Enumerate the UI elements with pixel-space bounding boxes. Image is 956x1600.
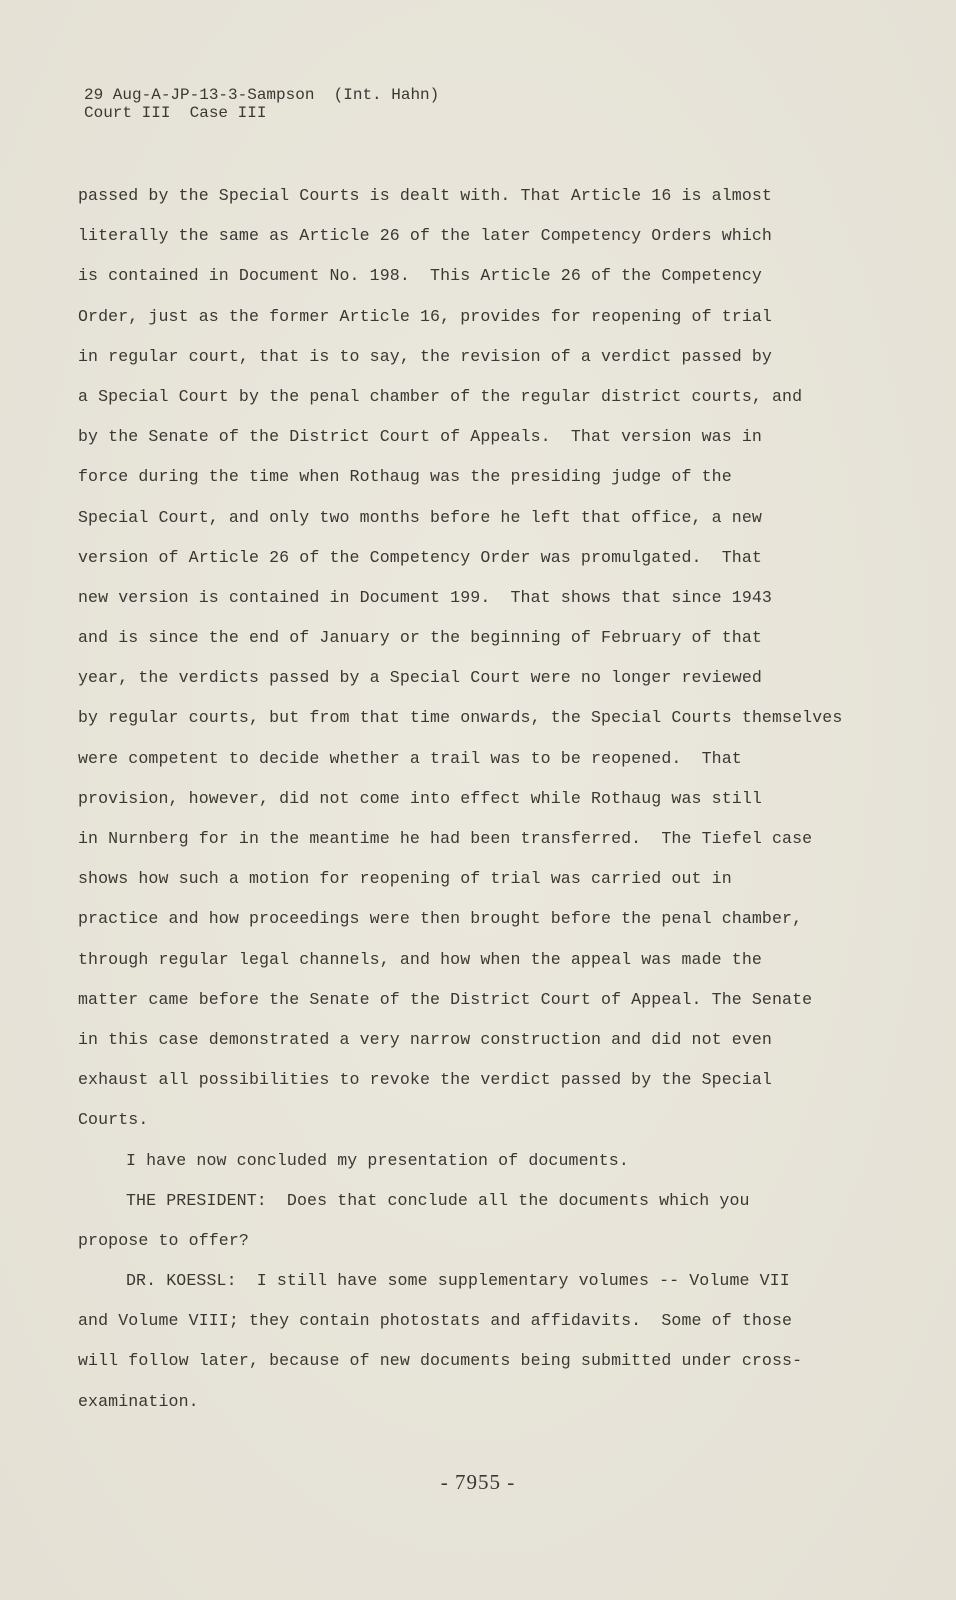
transcript-line: version of Article 26 of the Competency Order was promulgated. That <box>78 547 762 567</box>
transcript-line: Order, just as the former Article 16, provides for reopening of trial <box>78 306 772 326</box>
transcript-line: through regular legal channels, and how when the appeal was made the <box>78 949 762 969</box>
transcript-line: will follow later, because of new documents being submitted under cross- <box>78 1351 803 1371</box>
transcript-line: in Nurnberg for in the meantime he had been transferred. The Tiefel case <box>78 829 813 848</box>
transcript-line: matter came before the Senate of the District Court of Appeal. The Senate <box>78 989 813 1009</box>
transcript-line: and Volume VIII; they contain photostats and affidavits. Some of those <box>78 1311 793 1331</box>
transcript-line: new version is contained in Document 199. That shows that since 1943 <box>78 587 772 607</box>
transcript-line: practice and how proceedings were then brought before the penal chamber, <box>78 909 803 929</box>
transcript-body <box>78 184 878 1430</box>
header-transcript-id: 29 Aug-A-JP-13-3-Sampson (Int. Hahn) <box>84 86 440 104</box>
transcript-line: provision, however, did not come into effect while Rothaug was still <box>78 788 762 808</box>
transcript-line: exhaust all possibilities to revoke the verdict passed by the Special <box>78 1070 772 1090</box>
transcript-line: I have now concluded my presentation of documents. <box>126 1150 629 1170</box>
page-number: - 7955 - <box>440 1470 516 1494</box>
transcript-line: year, the verdicts passed by a Special Court were no longer reviewed <box>78 668 762 688</box>
transcript-line: passed by the Special Courts is dealt with. That Article 16 is almost <box>78 186 772 205</box>
transcript-line: were competent to decide whether a trail was to be reopened. That <box>78 748 742 768</box>
transcript-line: force during the time when Rothaug was the presiding judge of the <box>78 467 732 487</box>
transcript-line: Courts. <box>78 1110 149 1130</box>
transcript-line: a Special Court by the penal chamber of the regular district courts, and <box>78 386 803 406</box>
header-court-case: Court III Case III <box>84 104 267 122</box>
transcript-line: is contained in Document No. 198. This Article 26 of the Competency <box>78 266 762 286</box>
transcript-line: propose to offer? <box>78 1230 249 1250</box>
transcript-line: in regular court, that is to say, the revision of a verdict passed by <box>78 346 772 366</box>
transcript-line: in this case demonstrated a very narrow construction and did not even <box>78 1029 772 1049</box>
transcript-line: by regular courts, but from that time onwards, the Special Courts themselves <box>78 708 843 728</box>
transcript-line: and is since the end of January or the beginning of February of that <box>78 628 762 648</box>
transcript-line: shows how such a motion for reopening of trial was carried out in <box>78 869 732 889</box>
transcript-line: Special Court, and only two months before he left that office, a new <box>78 507 762 527</box>
transcript-line: examination. <box>78 1391 199 1411</box>
transcript-line: by the Senate of the District Court of Appeals. That version was in <box>78 427 762 447</box>
transcript-line: THE PRESIDENT: Does that conclude all the documents which you <box>126 1190 750 1210</box>
transcript-line: literally the same as Article 26 of the later Competency Orders which <box>78 226 772 246</box>
transcript-line: DR. KOESSL: I still have some supplementary volumes -- Volume VII <box>126 1271 790 1291</box>
